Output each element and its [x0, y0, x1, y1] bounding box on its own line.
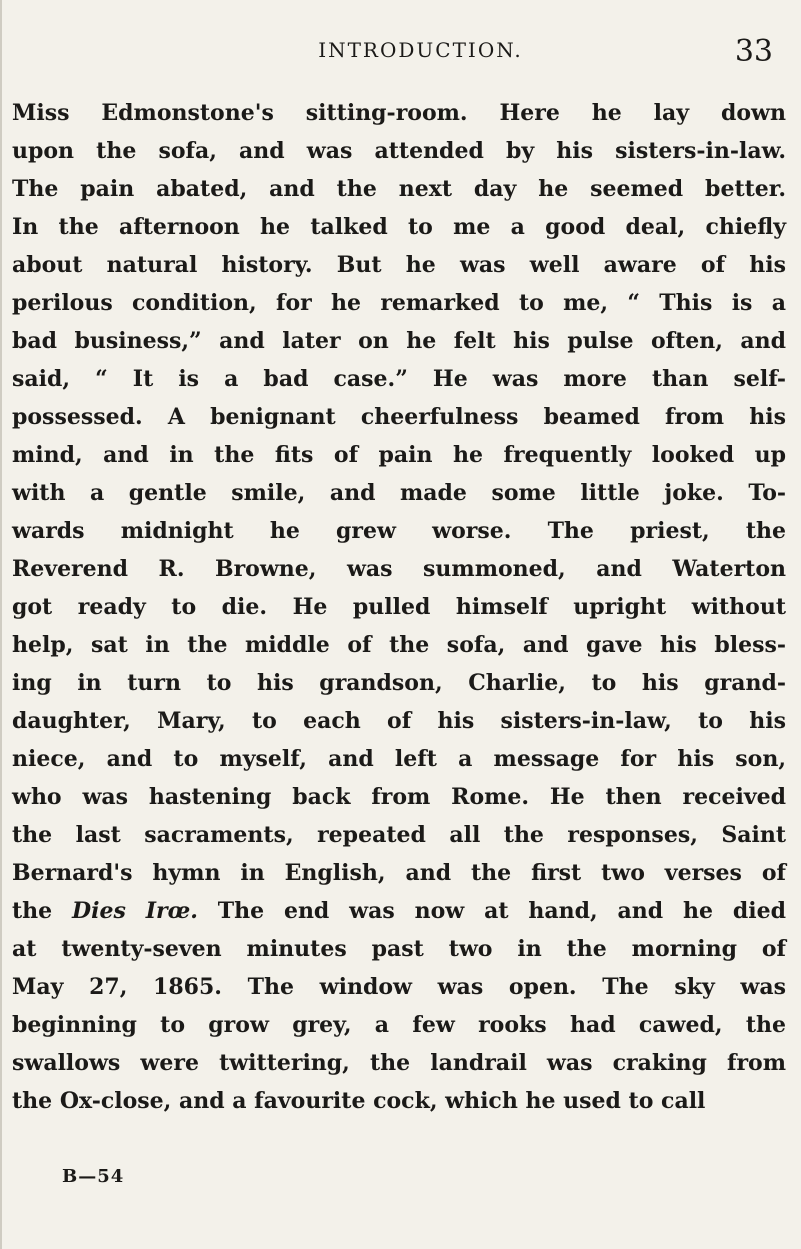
- text-segment: The end was now at hand, and he died: [197, 898, 786, 924]
- text-line: mind, and in the fits of pain he frequently looked up: [12, 442, 786, 468]
- text-line: perilous condition, for he remarked to me, “ This is a: [12, 290, 786, 316]
- text-line: about natural history. But he was well aware of his: [12, 252, 786, 278]
- text-line: bad business,” and later on he felt his pulse often, and: [12, 328, 786, 354]
- signature-mark: B—54: [62, 1166, 125, 1187]
- text-line: daughter, Mary, to each of his sisters-in-law, to his: [12, 708, 786, 734]
- page-number: 33: [734, 34, 773, 69]
- text-line: said, “ It is a bad case.” He was more than self-: [12, 366, 786, 392]
- text-line: the Ox-close, and a favourite cock, which he used to call: [12, 1088, 706, 1114]
- text-line: ing in turn to his grandson, Charlie, to his grand-: [12, 670, 786, 696]
- body-text: [12, 94, 786, 1120]
- text-line: help, sat in the middle of the sofa, and gave his bless-: [12, 632, 786, 658]
- running-head: [0, 34, 801, 74]
- text-line: the last sacraments, repeated all the responses, Saint: [12, 822, 786, 848]
- running-title: INTRODUCTION.: [318, 38, 523, 62]
- text-line: niece, and to myself, and left a message for his son,: [12, 746, 786, 772]
- text-line: got ready to die. He pulled himself upright without: [12, 594, 786, 620]
- text-line: The pain abated, and the next day he seemed better.: [12, 176, 786, 202]
- text-line: wards midnight he grew worse. The priest, the: [12, 518, 786, 544]
- text-line: May 27, 1865. The window was open. The sky was: [12, 974, 786, 1000]
- text-line: beginning to grow grey, a few rooks had cawed, the: [12, 1012, 786, 1038]
- text-line: Bernard's hymn in English, and the first two verses of: [12, 860, 786, 886]
- text-line: [12, 892, 786, 930]
- text-segment: the: [12, 898, 73, 924]
- text-line: possessed. A benignant cheerfulness beamed from his: [12, 404, 786, 430]
- page-edge: [0, 0, 2, 1249]
- text-line: at twenty-seven minutes past two in the morning of: [12, 936, 786, 962]
- italic-title: Dies Irœ.: [72, 898, 198, 924]
- text-line: who was hastening back from Rome. He then received: [12, 784, 786, 810]
- text-line: Miss Edmonstone's sitting-room. Here he lay down: [12, 100, 786, 126]
- text-line: with a gentle smile, and made some little joke. To-: [12, 480, 786, 506]
- text-line: Reverend R. Browne, was summoned, and Waterton: [12, 556, 786, 582]
- text-line: In the afternoon he talked to me a good deal, chiefly: [12, 214, 786, 240]
- text-line: swallows were twittering, the landrail was craking from: [12, 1050, 786, 1076]
- text-line: upon the sofa, and was attended by his sisters-in-law.: [12, 138, 786, 164]
